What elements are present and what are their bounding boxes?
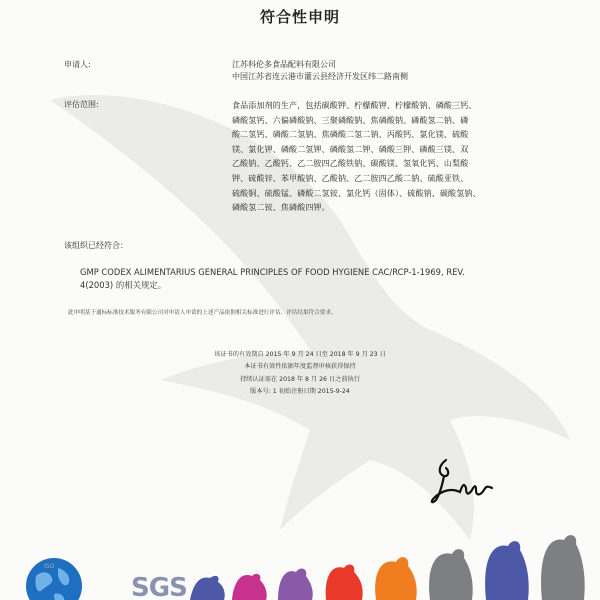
scope-line: 磷酸氢钙、六偏磷酸钠、三聚磷酸钠、焦磷酸钠、磷酸氢二钠、磷: [232, 115, 469, 125]
scope-line: 硫酸铜、硫酸锰、磷酸二氢铵、氯化钙（固体）、硫酸钠、碳酸氢钠、: [232, 188, 481, 198]
scope-line: 乙酸钠、乙酸钙、乙二胺四乙酸铁钠、碳酸镁、氢氧化钙、山梨酸: [232, 159, 469, 169]
applicant-address: 中国江苏省连云港市灌云县经济开发区纬二路南侧: [232, 72, 408, 81]
bird-icon: [375, 557, 417, 600]
bird-icon: [190, 576, 225, 600]
bird-icon: [326, 565, 363, 600]
standard-line: GMP CODEX ALIMENTARIUS GENERAL PRINCIPLES OF FOOD HYGIENE CAC/RCP-1-1969, REV.: [80, 267, 465, 277]
standard-line: 4(2003) 的相关规定。: [80, 280, 167, 290]
scope-line: 钾、硫酸锌、苯甲酸钠、乙酸钠、乙二胺四乙酸二钠、硫酸亚铁、: [232, 173, 469, 183]
globe-label: ISO: [44, 563, 55, 570]
bird-icon: [429, 549, 473, 600]
applicant-name: 江苏科伦多食品配料有限公司: [232, 60, 336, 69]
scope-label: 评估范围:: [64, 100, 99, 109]
sgs-logo-text: SGS: [131, 573, 187, 600]
applicant-label: 申请人:: [64, 60, 91, 69]
bird-icon: [541, 535, 585, 600]
scope-line: 食品添加剂的生产，包括碳酸钾、柠檬酸钾、柠檬酸钠、磷酸三钙、: [232, 101, 477, 110]
bird-icon: [278, 569, 313, 600]
standard-reference: [80, 266, 540, 292]
recertification-deadline: 持续认证需在 2018 年 8 月 26 日之前执行: [240, 375, 360, 383]
validity-period: 该证书的有效期自 2015 年 9 月 24 日至 2018 年 9 月 23 日: [214, 351, 386, 358]
signature: [428, 452, 498, 510]
scope-line: 酸二氢钙、磷酸二氢钠、焦磷酸二氢二钠、丙酸钙、氯化镁、硫酸: [232, 130, 469, 140]
scope-line: 镁、氯化钾、磷酸二氢钾、磷酸氢二钾、磷酸三钾、磷酸三镁、双: [232, 144, 469, 154]
page-title: 符合性申明: [259, 8, 340, 26]
bird-icon: [485, 541, 529, 600]
scope-line: 磷酸氢二铵、焦磷酸四钾。: [232, 203, 330, 213]
assessment-note: 此申明基于通标标准技术服务有限公司对申请人申请的上述产品依据相关标准进行评估，评估结果符合要求。: [68, 310, 337, 316]
validity-block: [0, 349, 600, 399]
conformity-statement: 该组织已经符合：: [64, 241, 128, 250]
sgs-bird-row: [180, 520, 600, 600]
scope-text: [232, 99, 522, 216]
bird-icon: [232, 574, 267, 600]
validity-maintenance: 本证书有效性依据年度监督审核获得保持: [244, 363, 356, 371]
version-info: 版本号: 1 初始注册日期 2015-9-24: [250, 388, 350, 396]
